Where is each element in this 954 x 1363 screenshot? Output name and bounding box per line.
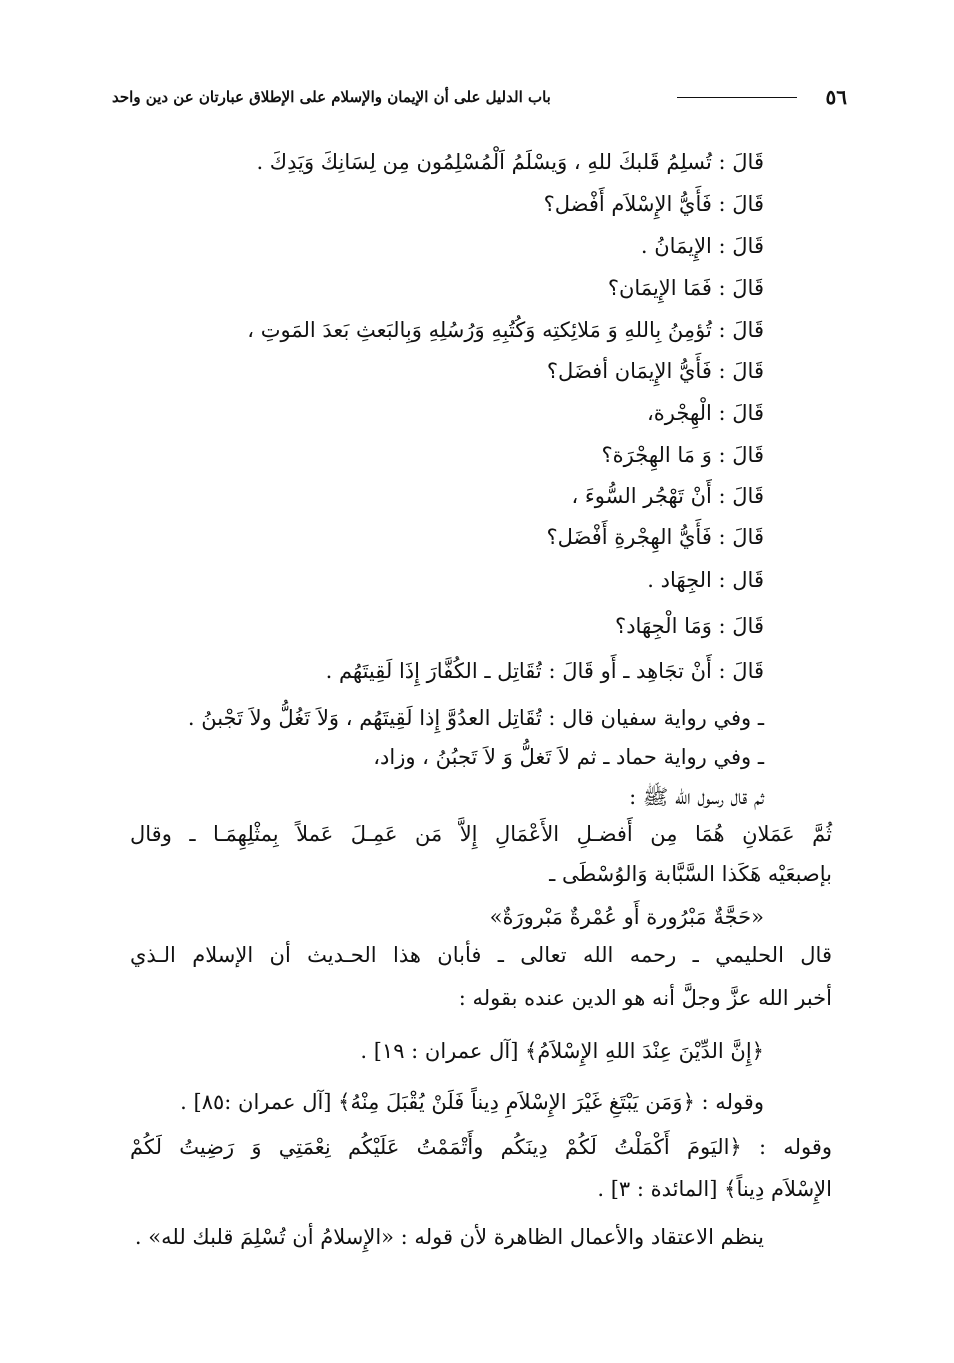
text-line: قَالَ : وَ مَا الهِجْرَة؟ bbox=[601, 443, 764, 467]
quran-verse: ﴿إِنَّ الدِّيْنَ عِنْدَ اللهِ الإِسْلاَمُ﴾ [آل عمران : ١٩] . bbox=[360, 1039, 764, 1063]
page-number: ٥٦ bbox=[825, 85, 847, 109]
header-rule bbox=[677, 97, 797, 98]
text-line: بإصبعَيْه هَكَذا السَّبَّابة وَالوُسْطَى ـ bbox=[549, 862, 832, 886]
text-line: قَالَ : تُؤمِنُ بِاللهِ وَ مَلائِكتِه وَكُتُبِهِ وَرُسُلِهِ وَبِالبَعثِ بَعدَ المَوتِ ، bbox=[247, 318, 764, 342]
text-line: قَالَ : فَأَيُّ الإِسْلاَم أَفْضل؟ bbox=[543, 192, 764, 216]
text-line: ينظم الاعتقاد والأعمال الظاهرة لأن قوله : «الإِسلامُ أن تُسْلِمَ قلبك لله» . bbox=[134, 1225, 764, 1249]
quran-verse: الإِسْلاَم دِيناً﴾ [المائدة : ٣] . bbox=[597, 1177, 832, 1201]
text-line: ـ وفي رواية حماد ـ ثم لاَ تَغلُّ وَ لاَ تَجبُنُ ، وزاد، bbox=[373, 745, 764, 769]
text-line: ثُمَّ عَمَلانِ هُمَا مِن أَفضـلِ الأَعْمَالِ إِلاَّ مَن عَمِـلَ عَملاً بِمثْلِهِمَـا ـ وقال bbox=[130, 822, 832, 846]
text-line: قَالَ : الإِيمَانُ . bbox=[640, 234, 764, 258]
text-line: ثم قال رسول الله ﷺ : bbox=[629, 785, 764, 809]
text-line: قَالَ : وَمَا الْجِهَاد؟ bbox=[615, 614, 764, 638]
page-header bbox=[112, 82, 847, 112]
quran-verse: وقوله : ﴿اليَومَ أَكْمَلْتُ لَكُمْ دِينَكُم وأَتْمَمْتُ عَلَيْكُم نِعْمَتِي وَ رَضِيتُ لَكُمْ bbox=[130, 1135, 832, 1159]
text-line: ـ وفي رواية سفيان قال : تُقَاتِل العدُوَّ إِذا لَقِيتَهُم ، وَلاَ تَغُلُّ ولاَ تَجْبنُ . bbox=[187, 706, 764, 730]
quran-verse: وقوله : ﴿وَمَن يَبْتَغِ غَيْرَ الإِسْلاَمِ دِيناً فَلَنْ يُقْبَلَ مِنْهُ﴾ [آل عمران :٨٥] . bbox=[180, 1090, 764, 1114]
text-line: قَالَ : الْهِجْرة، bbox=[647, 401, 764, 425]
text-line: قَالَ : تُسلِمُ قَلبكَ للهِ ، وَيسْلَمُ اَلْمُسْلِمُون مِن لِسَانِكَ وَيَدِكَ . bbox=[256, 150, 764, 174]
text-line: قَالَ : فَأَيُّ الإِيمَان أفضَل؟ bbox=[546, 359, 764, 383]
running-title: باب الدليل على أن الإيمان والإسلام على الإطلاق عبارتان عن دين واحد bbox=[112, 88, 551, 106]
text-line: قَالَ : أَنْ تَهْجُر السُّوءَ ، bbox=[571, 484, 764, 508]
text-line: قَالَ : فَأَيُّ الهِجْرةِ أَفْضَل؟ bbox=[546, 525, 764, 549]
text-line: قَالَ : أَنْ تجَاهِد ـ أَو قَالَ : تُقَاتِل ـ الكُفَّارَ إِذَا لَقِيتَهُم . bbox=[325, 659, 764, 683]
text-line: أخبر الله عزَّ وجلَّ أنه هو الدين عنده بقوله : bbox=[458, 986, 832, 1010]
hadith-quote: «حَجَّةٌ مَبْرُورة أَو عُمْرةٌ مَبْرورَةٌ» bbox=[489, 905, 764, 929]
text-line: قَالَ : فَمَا الإِيمَان؟ bbox=[607, 276, 764, 300]
text-line: قَال : الجِهَاد . bbox=[647, 568, 764, 592]
text-line: قال الحليمي ـ رحمه الله تعالى ـ فأبان هذا الحـديث أن الإسلام الـذي bbox=[130, 943, 832, 967]
